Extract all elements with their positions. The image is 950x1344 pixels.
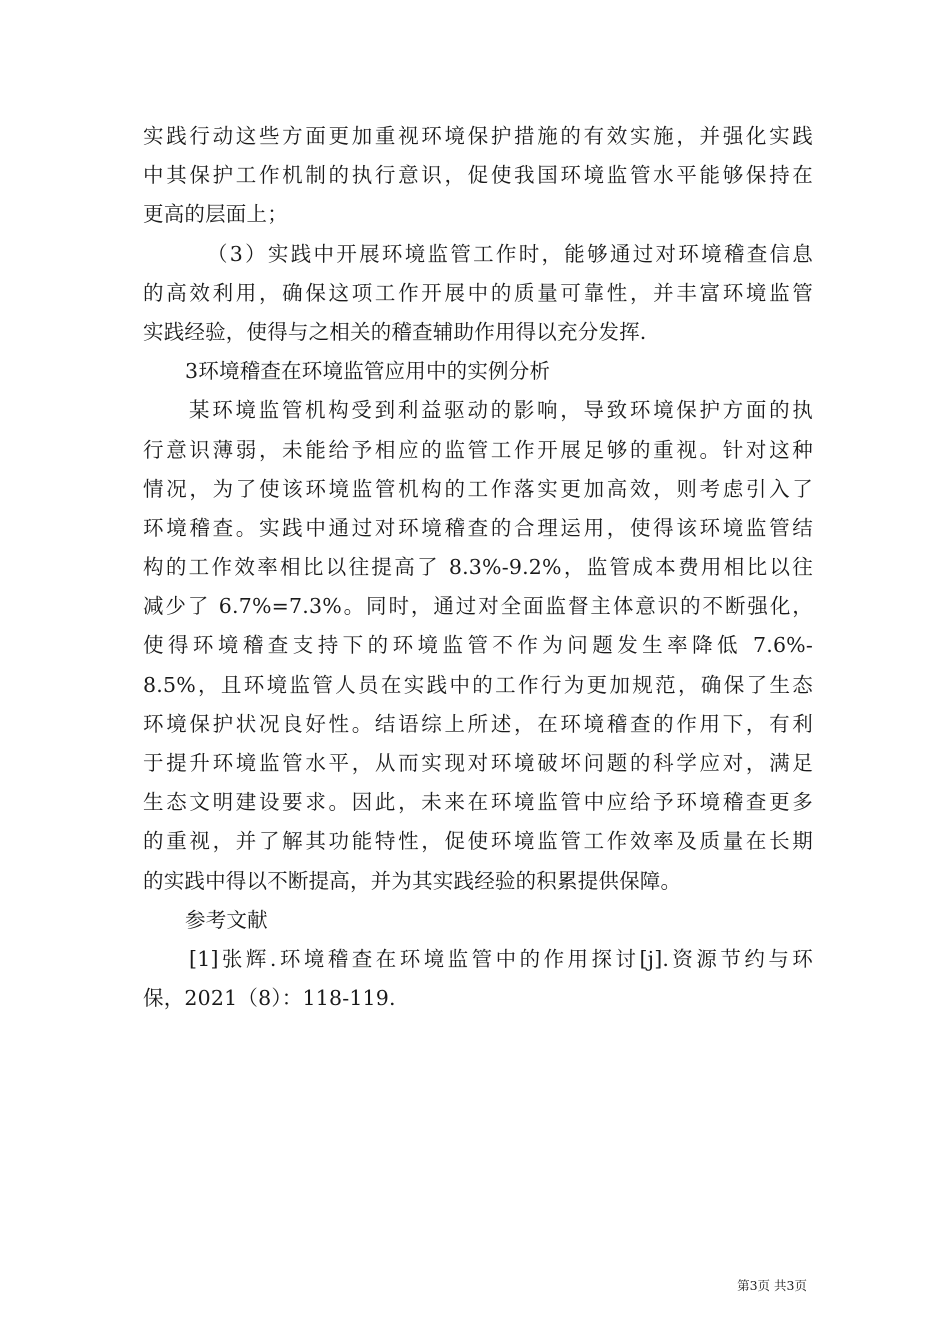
references-heading: 参考文献 (185, 907, 268, 932)
text-line: 更高的层面上； (143, 202, 288, 227)
reference-item: [1]张辉.环境稽查在环境监管中的作用探讨[j].资源节约与环 (189, 946, 813, 971)
page-number-footer: 第3页 共3页 (737, 1278, 807, 1293)
text-line: 环境保护状况良好性。结语综上所述，在环境稽查的作用下，有利 (143, 711, 813, 736)
text-line: 实践行动这些方面更加重视环境保护措施的有效实施，并强化实践 (143, 124, 813, 148)
body-text (143, 117, 813, 1018)
text-line: 的高效利用，确保这项工作开展中的质量可靠性，并丰富环境监管 (143, 280, 813, 305)
section-heading: 3环境稽查在环境监管应用中的实例分析 (185, 359, 551, 384)
text-line: 生态文明建设要求。因此，未来在环境监管中应给予环境稽查更多 (143, 790, 813, 815)
text-line: 使得环境稽查支持下的环境监管不作为问题发生率降低 7.6%- (143, 633, 813, 658)
paragraph-start-line: 某环境监管机构受到利益驱动的影响，导致环境保护方面的执 (189, 398, 813, 423)
text-line: 行意识薄弱，未能给予相应的监管工作开展足够的重视。针对这种 (143, 437, 813, 462)
text-line: 环境稽查。实践中通过对环境稽查的合理运用，使得该环境监管结 (143, 515, 813, 540)
text-line: 实践经验，使得与之相关的稽查辅助作用得以充分发挥. (143, 319, 647, 344)
text-line: 于提升环境监管水平，从而实现对环境破坏问题的科学应对，满足 (143, 751, 813, 775)
text-line: 减少了 6.7%=7.3%。同时，通过对全面监督主体意识的不断强化， (143, 594, 813, 619)
text-line: 构的工作效率相比以往提高了 8.3%-9.2%，监管成本费用相比以往 (143, 555, 813, 580)
text-line: 的实践中得以不断提高，并为其实践经验的积累提供保障。 (143, 868, 682, 893)
text-line: 情况，为了使该环境监管机构的工作落实更加高效，则考虑引入了 (143, 476, 813, 501)
text-line: 中其保护工作机制的执行意识，促使我国环境监管水平能够保持在 (143, 163, 813, 188)
text-line: 8.5%，且环境监管人员在实践中的工作行为更加规范，确保了生态 (143, 672, 813, 697)
list-item-3-line: （3）实践中开展环境监管工作时，能够通过对环境稽查信息 (207, 241, 813, 266)
reference-item-continued: 保，2021（8）：118-119. (143, 986, 396, 1011)
text-line: 的重视，并了解其功能特性，促使环境监管工作效率及质量在长期 (143, 829, 813, 854)
